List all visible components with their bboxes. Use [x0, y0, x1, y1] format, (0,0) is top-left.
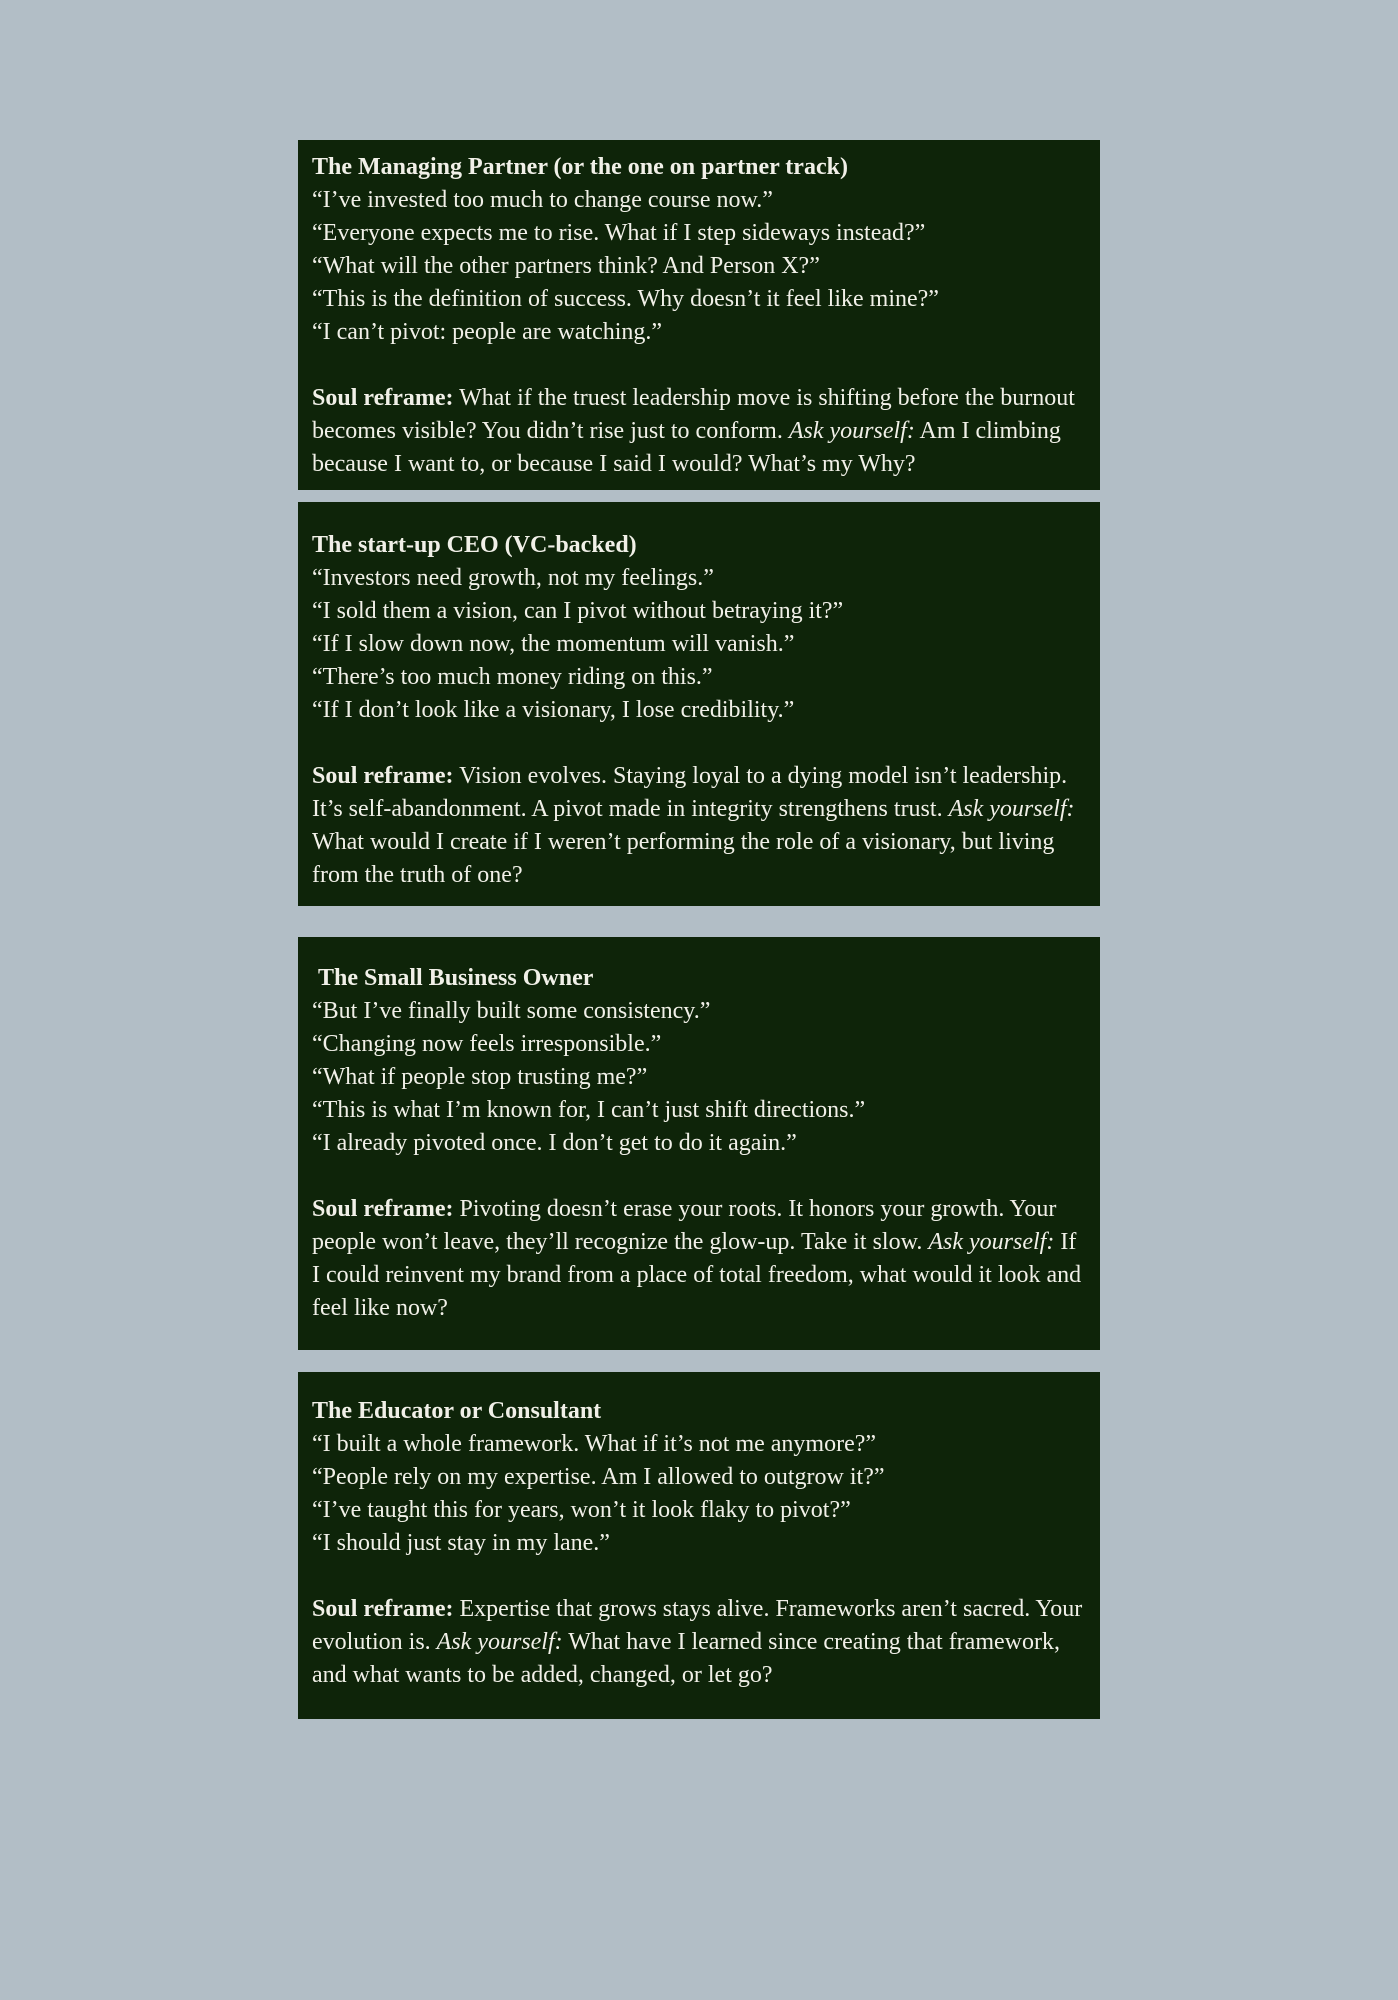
soul-reframe: [312, 382, 1086, 481]
blank-line: [312, 727, 1086, 760]
quote-line: “Everyone expects me to rise. What if I step sideways instead?”: [312, 220, 926, 246]
soul-reframe: [312, 1593, 1086, 1692]
blank-line: [312, 349, 1086, 382]
soul-reframe-label: Soul reframe:: [312, 1596, 454, 1622]
soul-reframe-question: If I could reinvent my brand from a place of total freedom, what would it look and feel like now?: [312, 1229, 1082, 1321]
page-content: [298, 0, 1100, 1719]
soul-reframe-label: Soul reframe:: [312, 385, 454, 411]
quote-line: “What will the other partners think? And Person X?”: [312, 253, 820, 279]
card-title: The Small Business Owner: [312, 965, 594, 991]
soul-reframe-text: Pivoting doesn’t erase your roots. It honors your growth. Your people won’t leave, they’ll recognize the glow-up. Take it slow.: [312, 1196, 1057, 1255]
soul-reframe: [312, 1193, 1086, 1325]
quote-line: “Changing now feels irresponsible.”: [312, 1031, 662, 1057]
quote-line: “I already pivoted once. I don’t get to do it again.”: [312, 1130, 797, 1156]
soul-reframe-text: Expertise that grows stays alive. Frameworks aren’t sacred. Your evolution is.: [312, 1596, 1083, 1655]
quote-line: “People rely on my expertise. Am I allowed to outgrow it?”: [312, 1464, 885, 1490]
ask-yourself-label: Ask yourself:: [436, 1629, 563, 1655]
card-title: The Educator or Consultant: [312, 1398, 602, 1424]
quote-line: “This is the definition of success. Why doesn’t it feel like mine?”: [312, 286, 939, 312]
card-title: The Managing Partner (or the one on partner track): [312, 154, 848, 180]
persona-card-educator-consultant: [298, 1372, 1100, 1719]
soul-reframe-label: Soul reframe:: [312, 763, 454, 789]
ask-yourself-label: Ask yourself:: [948, 796, 1075, 822]
soul-reframe-text: Vision evolves. Staying loyal to a dying model isn’t leadership. It’s self-abandonment. A pivot made in integrity strengthens trust.: [312, 763, 1068, 822]
soul-reframe-question: What have I learned since creating that framework, and what wants to be added, changed, or let go?: [312, 1629, 1060, 1688]
soul-reframe-text: What if the truest leadership move is shifting before the burnout becomes visible? You didn’t rise just to conform.: [312, 385, 1075, 444]
ask-yourself-label: Ask yourself:: [788, 418, 915, 444]
quote-line: “I built a whole framework. What if it’s not me anymore?”: [312, 1431, 877, 1457]
persona-card-small-business-owner: [298, 937, 1100, 1350]
quote-line: “I sold them a vision, can I pivot without betraying it?”: [312, 598, 844, 624]
quote-line: “I should just stay in my lane.”: [312, 1530, 610, 1556]
quote-line: “Investors need growth, not my feelings.”: [312, 565, 714, 591]
soul-reframe: [312, 760, 1086, 892]
quote-line: “If I slow down now, the momentum will vanish.”: [312, 631, 795, 657]
quote-line: “I can’t pivot: people are watching.”: [312, 319, 663, 345]
quote-line: “But I’ve finally built some consistency.”: [312, 998, 711, 1024]
soul-reframe-question: What would I create if I weren’t performing the role of a visionary, but living from the truth of one?: [312, 829, 1055, 888]
persona-card-startup-ceo: [298, 502, 1100, 906]
persona-card-managing-partner: [298, 140, 1100, 490]
quote-line: “I’ve taught this for years, won’t it look flaky to pivot?”: [312, 1497, 851, 1523]
ask-yourself-label: Ask yourself:: [928, 1229, 1055, 1255]
soul-reframe-label: Soul reframe:: [312, 1196, 454, 1222]
quote-line: “I’ve invested too much to change course now.”: [312, 187, 773, 213]
card-title: The start-up CEO (VC-backed): [312, 532, 637, 558]
soul-reframe-question: Am I climbing because I want to, or because I said I would? What’s my Why?: [312, 418, 1061, 477]
quote-line: “What if people stop trusting me?”: [312, 1064, 648, 1090]
blank-line: [312, 1160, 1086, 1193]
quote-line: “This is what I’m known for, I can’t just shift directions.”: [312, 1097, 866, 1123]
quote-line: “If I don’t look like a visionary, I lose credibility.”: [312, 697, 795, 723]
quote-line: “There’s too much money riding on this.”: [312, 664, 713, 690]
blank-line: [312, 1560, 1086, 1593]
